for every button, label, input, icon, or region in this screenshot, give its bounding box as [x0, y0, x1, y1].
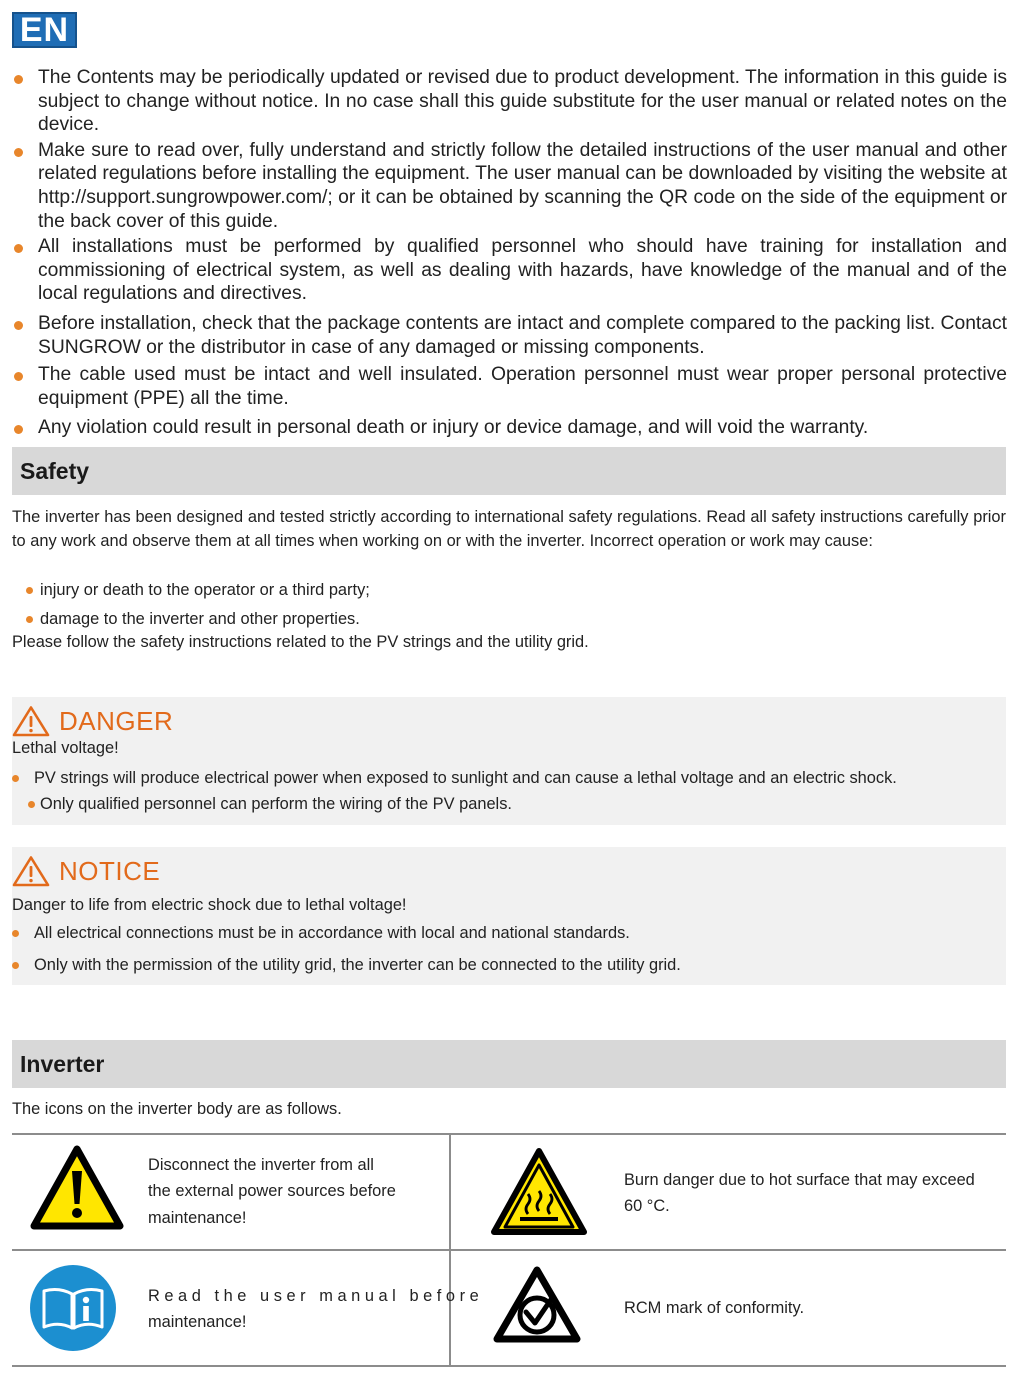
safety-closing: Please follow the safety instructions related to the PV strings and the utility grid.	[12, 633, 589, 651]
notice-title: NOTICE	[59, 855, 161, 886]
notice-callout	[12, 847, 1006, 985]
inverter-icon-table	[12, 1133, 1006, 1367]
danger-subtitle: Lethal voltage!	[12, 739, 119, 757]
bullet-icon	[26, 587, 33, 594]
table-divider	[12, 1133, 1006, 1135]
notice-subtitle: Danger to life from electric shock due to lethal voltage!	[12, 896, 407, 914]
bullet-icon	[14, 425, 23, 434]
rcm-mark-icon	[492, 1265, 582, 1345]
bullet-icon	[14, 75, 23, 84]
inverter-heading: Inverter	[12, 1040, 1006, 1088]
cell-text: Burn danger due to hot surface that may exceed 60 °C.	[624, 1171, 975, 1216]
danger-callout	[12, 697, 1006, 825]
list-item: Make sure to read over, fully understand and strictly follow the detailed instructions of the user manual and other related regulations before installing the equipment. The user manual can be downloaded by visiting the website at http://support.sungrowpower.com/; or it can be obtained by scanning the QR code on the side of the equipment or the back cover of this guide.	[12, 139, 1007, 233]
warning-triangle-icon	[12, 855, 50, 887]
danger-list	[12, 765, 1006, 817]
bullet-icon	[14, 321, 23, 330]
table-divider	[12, 1249, 1006, 1251]
safety-heading: Safety	[12, 447, 1006, 495]
list-item: damage to the inverter and other properties.	[24, 605, 370, 634]
warning-triangle-icon	[30, 1145, 124, 1231]
safety-consequence-list	[24, 576, 370, 634]
list-item: Only with the permission of the utility grid, the inverter can be connected to the utility grid.	[12, 952, 1006, 978]
bullet-icon	[12, 962, 19, 969]
list-item: The cable used must be intact and well insulated. Operation personnel must wear proper personal protective equipment (PPE) all the time.	[12, 363, 1007, 410]
inverter-intro: The icons on the inverter body are as follows.	[12, 1100, 342, 1118]
cell-text: RCM mark of conformity.	[624, 1299, 805, 1317]
list-item: injury or death to the operator or a third party;	[24, 576, 370, 605]
list-item: All electrical connections must be in accordance with local and national standards.	[12, 920, 1006, 946]
list-item: All installations must be performed by qualified personnel who should have training for installation and commissioning of electrical system, as well as dealing with hazards, have knowledge of the manual and of the local regulations and directives.	[12, 235, 1007, 306]
table-divider	[12, 1365, 1006, 1367]
bullet-icon	[14, 372, 23, 381]
read-manual-icon	[28, 1263, 118, 1353]
intro-list	[12, 66, 1007, 442]
language-badge: EN	[12, 12, 77, 48]
list-item: Only qualified personnel can perform the wiring of the PV panels.	[12, 791, 1006, 817]
safety-paragraph: The inverter has been designed and tested strictly according to international safety regulations. Read all safety instructions carefully prior to any work and observe them at all times when working on or with the inverter. Incorrect operation or work may cause:	[12, 508, 1006, 550]
cell-text: R e a d t h e u s e r m a n u a l b e f o r e maintenance!	[148, 1287, 479, 1332]
bullet-icon	[28, 801, 35, 808]
danger-title: DANGER	[59, 705, 174, 736]
warning-triangle-icon	[12, 705, 50, 737]
bullet-icon	[14, 148, 23, 157]
bullet-icon	[26, 616, 33, 623]
notice-header	[12, 853, 160, 889]
danger-header	[12, 703, 173, 739]
cell-text: Disconnect the inverter from all the external power sources before maintenance!	[148, 1156, 396, 1227]
list-item: Before installation, check that the package contents are intact and complete compared to the packing list. Contact SUNGROW or the distributor in case of any damaged or missing components.	[12, 312, 1007, 359]
bullet-icon	[12, 775, 19, 782]
notice-list	[12, 920, 1006, 978]
hot-surface-icon	[490, 1147, 588, 1237]
list-item: PV strings will produce electrical power when exposed to sunlight and can cause a lethal voltage and an electric shock.	[12, 765, 1006, 791]
list-item: The Contents may be periodically updated or revised due to product development. The information in this guide is subject to change without notice. In no case shall this guide substitute for the user manual or related notes on the device.	[12, 66, 1007, 137]
list-item: Any violation could result in personal death or injury or device damage, and will void the warranty.	[12, 416, 1007, 440]
bullet-icon	[12, 930, 19, 937]
bullet-icon	[14, 244, 23, 253]
